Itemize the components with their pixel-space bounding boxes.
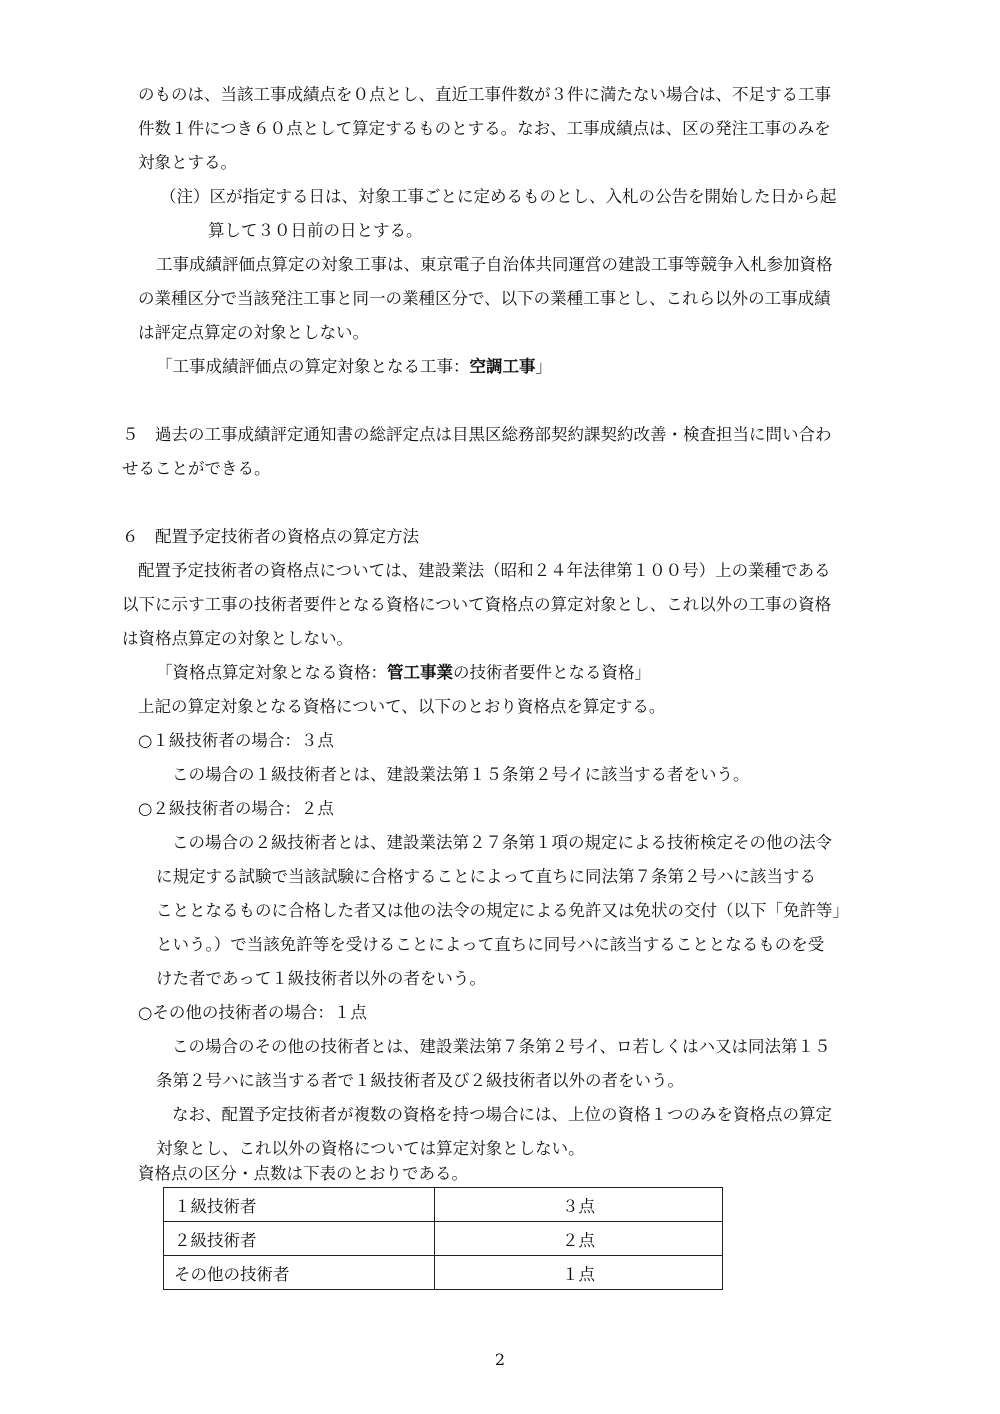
paragraph-line: 件数１件につき６０点として算定するものとする。なお、工事成績点は、区の発注工事のみを: [138, 119, 831, 138]
target-work-line: [156, 356, 552, 378]
paragraph-line: のものは、当該工事成績点を０点とし、直近工事件数が３件に満たない場合は、不足する工事: [138, 85, 831, 104]
paragraph-line: 対象とし、これ以外の資格については算定対象としない。: [156, 1139, 585, 1158]
paragraph-line: 条第２号ハに該当する者で１級技術者及び２級技術者以外の者をいう。: [156, 1071, 684, 1090]
target-qualification-suffix: の技術者要件となる資格」: [453, 663, 651, 682]
other-grade-heading: ○その他の技術者の場合：１点: [138, 1003, 367, 1022]
paragraph-line: は資格点算定の対象としない。: [122, 629, 353, 648]
section-6-heading: ６ 配置予定技術者の資格点の算定方法: [122, 527, 419, 546]
paragraph-line: 工事成績評価点算定の対象工事は、東京電子自治体共同運営の建設工事等競争入札参加資格: [156, 255, 833, 274]
target-qualification-prefix: 「資格点算定対象となる資格：: [156, 663, 387, 682]
paragraph-line: この場合のその他の技術者とは、建設業法第７条第２号イ、ロ若しくはハ又は同法第１５: [172, 1037, 831, 1056]
target-work-suffix: 」: [535, 357, 552, 376]
grade-label: ２級技術者: [164, 1222, 435, 1256]
paragraph-line: 対象とする。: [138, 153, 237, 172]
paragraph-line: こととなるものに合格した者又は他の法令の規定による免許又は免状の交付（以下「免許等」: [156, 901, 849, 920]
note-line: （注）区が指定する日は、対象工事ごとに定めるものとし、入札の公告を開始した日から起: [160, 187, 837, 206]
paragraph-line: 配置予定技術者の資格点については、建設業法（昭和２４年法律第１００号）上の業種である: [138, 561, 831, 580]
paragraph-line: は評定点算定の対象としない。: [138, 323, 369, 342]
grade-2-heading: ○２級技術者の場合：２点: [138, 799, 334, 818]
grade-1-heading: ○１級技術者の場合：３点: [138, 731, 334, 750]
table-row: [164, 1256, 723, 1290]
paragraph-line: の業種区分で当該発注工事と同一の業種区分で、以下の業種工事とし、これら以外の工事成績: [138, 289, 831, 308]
paragraph-line: この場合の２級技術者とは、建設業法第２７条第１項の規定による技術検定その他の法令: [172, 833, 832, 852]
paragraph-line: という。）で当該免許等を受けることによって直ちに同号ハに該当することとなるものを受: [156, 935, 825, 954]
page-number: 2: [494, 1350, 506, 1369]
paragraph-line: 以下に示す工事の技術者要件となる資格について資格点の算定対象とし、これ以外の工事の資格: [122, 595, 832, 614]
grade-label: １級技術者: [164, 1188, 435, 1222]
paragraph-line: この場合の１級技術者とは、建設業法第１５条第２号イに該当する者をいう。: [172, 765, 750, 784]
table-row: [164, 1222, 723, 1256]
paragraph-line: けた者であって１級技術者以外の者をいう。: [156, 969, 486, 988]
section-5-line: せることができる。: [122, 459, 271, 478]
target-qualification-line: [156, 662, 651, 684]
grade-points: ２点: [435, 1222, 723, 1256]
table-row: [164, 1188, 723, 1222]
paragraph-line: に規定する試験で当該試験に合格することによって直ちに同法第７条第２号ハに該当する: [156, 867, 816, 886]
paragraph-line: 上記の算定対象となる資格について、以下のとおり資格点を算定する。: [138, 697, 666, 716]
paragraph-line: なお、配置予定技術者が複数の資格を持つ場合には、上位の資格１つのみを資格点の算定: [172, 1105, 832, 1124]
qualification-points-table: [163, 1187, 723, 1290]
target-work-name: 空調工事: [469, 357, 536, 376]
grade-points: ３点: [435, 1188, 723, 1222]
grade-label: その他の技術者: [164, 1256, 435, 1290]
target-work-prefix: 「工事成績評価点の算定対象となる工事：: [156, 357, 470, 376]
note-line: 算して３０日前の日とする。: [208, 221, 423, 240]
target-qualification-name: 管工事業: [387, 663, 453, 682]
grade-points: １点: [435, 1256, 723, 1290]
table-caption: 資格点の区分・点数は下表のとおりである。: [138, 1164, 468, 1183]
section-5-line: ５ 過去の工事成績評定通知書の総評定点は目黒区総務部契約課契約改善・検査担当に問い合わ: [122, 425, 832, 444]
